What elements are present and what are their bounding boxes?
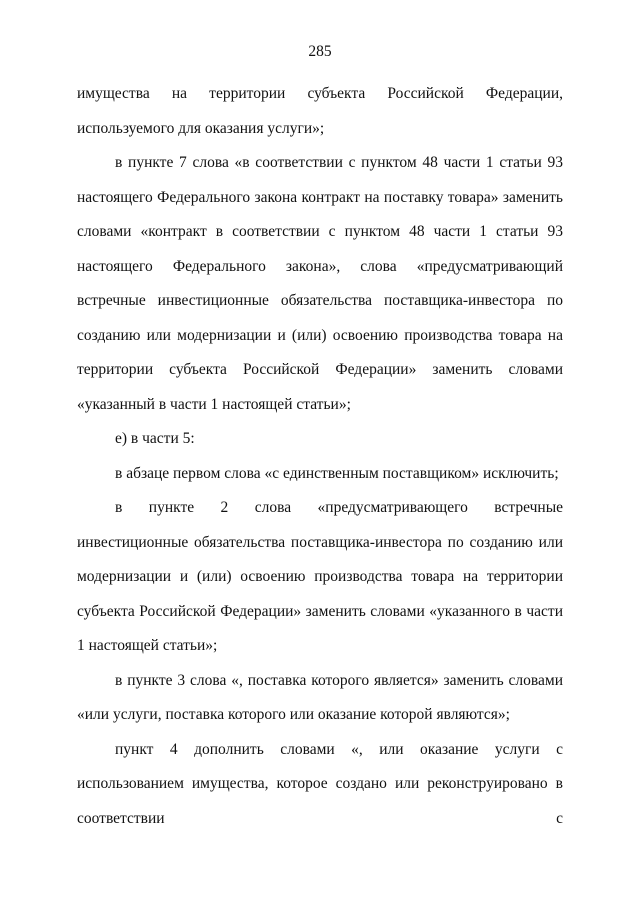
paragraph-item-3-amendment: в пункте 3 слова «, поставка которого является» заменить словами «или услуги, поставка которого или оказание которой являются»; (77, 671, 563, 723)
paragraph-continuation: имущества на территории субъекта Российской Федерации, используемого для оказания услуги»; (77, 85, 563, 137)
paragraph-part-5-heading: е) в части 5: (115, 430, 195, 447)
page-number: 285 (308, 43, 332, 60)
paragraph-item-7-amendment: в пункте 7 слова «в соответствии с пунктом 48 части 1 статьи 93 настоящего Федерального закона контракт на поставку товара» заменить словами «контракт в соответствии с пунктом 48 части 1 статьи 93 настоящего Федерального закона», слова «предусматривающий встречные инвестиционные обязательства поставщика-инвестора по созданию или модернизации и (или) освоению производства товара на территории субъекта Российской Федерации» заменить словами «указанный в части 1 настоящей статьи»; (77, 154, 563, 413)
paragraph-first-clause-amendment: в абзаце первом слова «с единственным поставщиком» исключить; (115, 464, 559, 482)
paragraph-item-2-amendment: в пункте 2 слова «предусматривающего встречные инвестиционные обязательства поставщика-инвестора по созданию или модернизации и (или) освоению производства товара на территории субъекта Российской Федерации» заменить словами «указанного в части 1 настоящей статьи»; (77, 499, 563, 654)
document-body (77, 77, 563, 836)
paragraph-item-4-amendment: пункт 4 дополнить словами «, или оказание услуги с использованием имущества, которое создано или реконструировано в соответствии с (77, 740, 563, 827)
